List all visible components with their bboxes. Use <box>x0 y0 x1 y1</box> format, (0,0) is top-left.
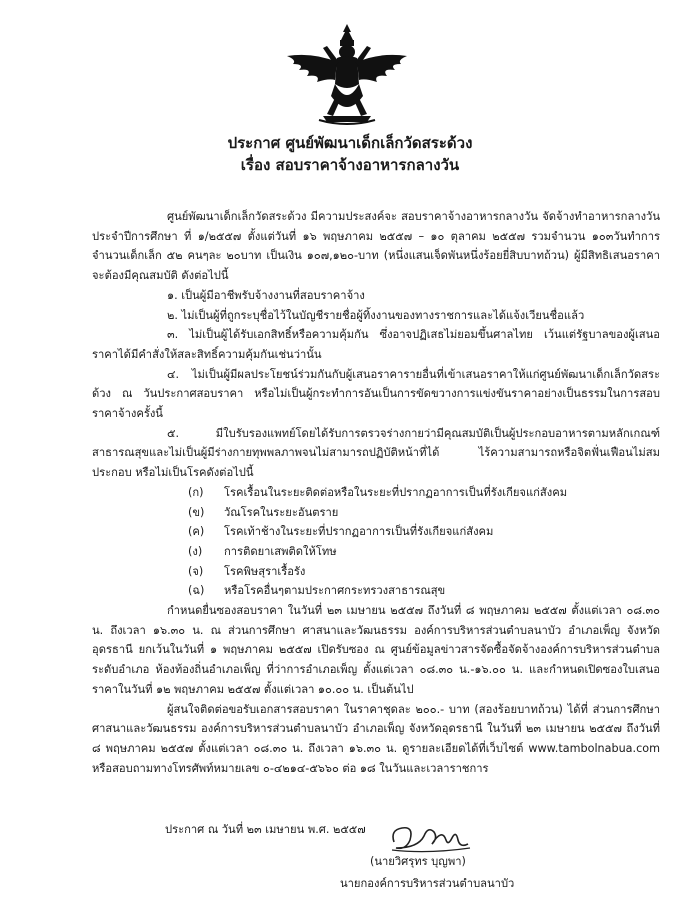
signer-position: นายกองค์การบริหารส่วนตำบลนาบัว <box>340 877 515 890</box>
announcement-title: ประกาศ ศูนย์พัฒนาเด็กเล็กวัดสระด้วง <box>227 134 473 152</box>
disease-item: (ข) วัณโรคในระยะอันตราย <box>188 505 339 519</box>
announcement-subject: เรื่อง สอบราคาจ้างอาหารกลางวัน <box>240 156 460 174</box>
disease-item: (ก) โรคเรื้อนในระยะติดต่อหรือในระยะที่ปรากฏอาการเป็นที่รังเกียจแก่สังคม <box>188 485 568 499</box>
disease-item: (จ) โรคพิษสุราเรื้อรัง <box>188 564 306 578</box>
qualification-2: ๒. ไม่เป็นผู้ที่ถูกระบุชื่อไว้ในบัญชีรายชื่อผู้ทิ้งงานของทางราชการและได้แจ้งเวียนชื่อแล้ว <box>167 308 585 322</box>
disease-item: (ค) โรคเท้าช้างในระยะที่ปรากฏอาการเป็นที่รังเกียจแก่สังคม <box>188 525 494 539</box>
intro-paragraph: ศูนย์พัฒนาเด็กเล็กวัดสระด้วง มีความประสงค์จะ สอบราคาจ้างอาหารกลางวัน จัดจ้างทำอาหารกลางวัน ประจำปีการศึกษา ที่ ๑/๒๕๕๗ ตั้งแต่วันที่ ๑๖ พฤษภาคม ๒๕๕๗ – ๑๐ ตุลาคม ๒๕๕๗ รวมจำนวน ๑๐๓วันทำการ จำนวนเด็กเล็ก ๕๒ คนๆละ ๒๐บาท เป็นเงิน ๑๐๗,๑๒๐-บาท (หนึ่งแสนเจ็ดพันหนึ่งร้อยยี่สิบบาทถ้วน) ผู้มีสิทธิเสนอราคาจะต้องมีคุณสมบัติ ดังต่อไปนี้ <box>92 210 660 283</box>
disease-item: (ง) การติดยาเสพติดให้โทษ <box>188 544 337 558</box>
garuda-emblem-icon <box>283 22 411 126</box>
qualification-5: ๕. มีใบรับรองแพทย์โดยได้รับการตรวจร่างกายว่ามีคุณสมบัติเป็นผู้ประกอบอาหารตามหลักเกณฑ์สาธารณสุขและไม่เป็นผู้มีร่างกายทุพพลภาพจนไม่สามารถปฏิบัติหน้าที่ได้ ไร้ความสามารถหรือจิตฟั่นเฟือนไม่สมประกอบ หรือไม่เป็นโรคดังต่อไปนี้ <box>92 426 660 480</box>
qualification-1: ๑. เป็นผู้มีอาชีพรับจ้างงานที่สอบราคาจ้าง <box>167 288 365 302</box>
announcement-date: ประกาศ ณ วันที่ ๒๓ เมษายน พ.ศ. ๒๕๕๗ <box>165 823 366 836</box>
signer-name: (นายวิศรุทร บุญพา) <box>370 855 466 868</box>
qualification-3: ๓. ไม่เป็นผู้ได้รับเอกสิทธิ์หรือความคุ้มกัน ซึ่งอาจปฏิเสธไม่ยอมขึ้นศาลไทย เว้นแต่รัฐบาลของผู้เสนอราคาได้มีคำสั่งให้สละสิทธิ์ความคุ้มกันเช่นว่านั้น <box>92 328 660 361</box>
contact-paragraph: ผู้สนใจติดต่อขอรับเอกสารสอบราคา ในราคาชุดละ ๒๐๐.- บาท (สองร้อยบาทถ้วน) ได้ที่ ส่วนการศึกษา ศาสนาและวัฒนธรรม องค์การบริหารส่วนตำบลนาบัว อำเภอเพ็ญ จังหวัดอุดรธานี ในวันที่ ๒๓ เมษายน ๒๕๕๗ ถึงวันที่ ๘ พฤษภาคม ๒๕๕๗ ตั้งแต่เวลา ๐๘.๓๐ น. ถึงเวลา ๑๖.๓๐ น. ดูรายละเอียดได้ที่เว็บไซต์ www.tambolnabua.com หรือสอบถามทางโทรศัพท์หมายเลข ๐-๔๒๑๔-๕๖๖๐ ต่อ ๑๘ ในวันและเวลาราชการ <box>92 702 660 775</box>
announcement-body <box>92 207 660 778</box>
disease-item: (ฉ) หรือโรคอื่นๆตามประกาศกระทรวงสาธารณสุข <box>188 584 446 598</box>
qualification-4: ๔. ไม่เป็นผู้มีผลประโยชน์ร่วมกันกับผู้เสนอราคารายอื่นที่เข้าเสนอราคาให้แก่ศูนย์พัฒนาเด็กเล็กวัดสระด้วง ณ วันประกาศสอบราคา หรือไม่เป็นผู้กระทำการอันเป็นการขัดขวางการแข่งขันราคาอย่างเป็นธรรมในการสอบราคาจ้างครั้งนี้ <box>92 367 660 421</box>
handwritten-signature <box>388 818 472 856</box>
schedule-paragraph: กำหนดยื่นซองสอบราคา ในวันที่ ๒๓ เมษายน ๒๕๕๗ ถึงวันที่ ๘ พฤษภาคม ๒๕๕๗ ตั้งแต่เวลา ๐๘.๓๐ น. ถึงเวลา ๑๖.๓๐ น. ณ ส่วนการศึกษา ศาสนาและวัฒนธรรม องค์การบริหารส่วนตำบลนาบัว อำเภอเพ็ญ จังหวัดอุดรธานี ยกเว้นในวันที่ ๑ พฤษภาคม ๒๕๕๗ เปิดรับซอง ณ ศูนย์ข้อมูลข่าวสารจัดซื้อจัดจ้างองค์การบริหารส่วนตำบลระดับอำเภอ ห้องท้องถิ่นอำเภอเพ็ญ ที่ว่าการอำเภอเพ็ญ ตั้งแต่เวลา ๐๘.๓๐ น.-๑๖.๐๐ น. และกำหนดเปิดซองใบเสนอราคาในวันที่ ๑๒ พฤษภาคม ๒๕๕๗ ตั้งแต่เวลา ๑๐.๐๐ น. เป็นต้นไป <box>92 604 660 696</box>
